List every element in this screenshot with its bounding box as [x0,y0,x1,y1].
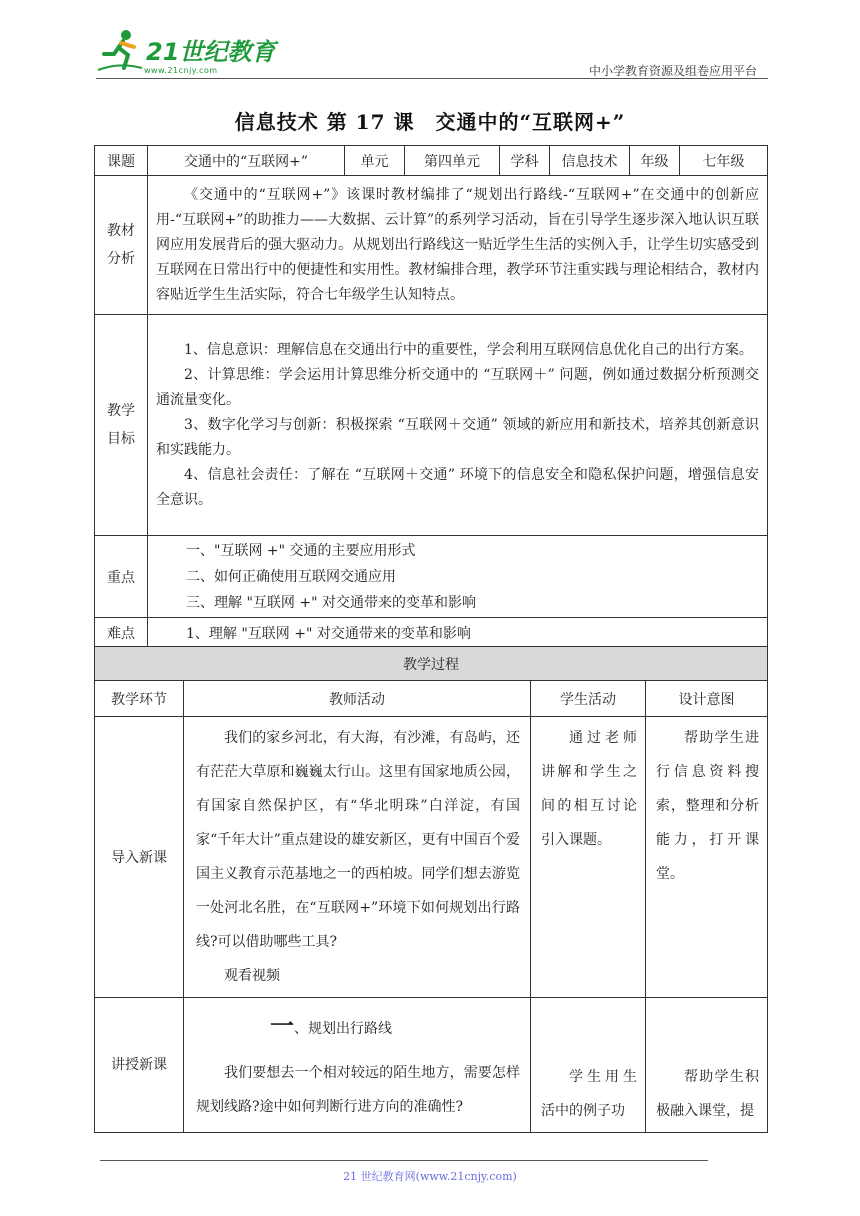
topic-value: 交通中的“互联网+” [148,146,345,176]
analysis-row [95,176,768,315]
section-heading-text: 、规划出行路线 [294,1021,392,1037]
stage-label: 导入新课 [95,717,184,998]
subject-value: 信息技术 [550,146,630,176]
objectives-label: 教学 目标 [95,315,148,536]
grade-label: 年级 [630,146,680,176]
difficulty-text: 1、理解 "互联网 +" 对交通带来的变革和影响 [148,618,768,648]
student-activity [531,717,646,998]
teacher-activity-extra: 观看视频 [224,968,280,984]
teacher-activity-text: 我们要想去一个相对较远的陌生地方，需要怎样规划线路?途中如何判断行进方向的准确性? [196,1065,520,1115]
design-intent [646,717,768,998]
platform-name: 中小学教育资源及组卷应用平台 [588,64,757,78]
key-points-list [148,536,768,618]
lesson-info-table [94,145,768,648]
teaching-process-table [94,646,768,1133]
unit-value: 第四单元 [405,146,500,176]
logo-url: www.21cnjy.com [144,66,218,75]
objective-item: 4、信息社会责任：了解在 “互联网＋交通” 环境下的信息安全和隐私保护问题，增强信息安全意识。 [156,466,759,508]
page-title: 信息技术 第 17 课 交通中的“互联网+” [234,110,626,134]
grade-value: 七年级 [680,146,768,176]
design-intent [646,998,768,1133]
student-activity-text: 学生用生活中的例子功 [541,1069,637,1119]
teacher-activity [184,717,531,998]
logo [96,28,276,78]
runner-logo-icon [96,28,144,74]
process-row-new-lesson [95,998,768,1133]
analysis-text: 《交通中的“互联网+”》该课时教材编排了“规划出行路线-“互联网+”在交通中的创新应用-“互联网+”的助推力——大数据、云计算”的系列学习活动，旨在引导学生逐步深入地认识互联网应用发展背后的强大驱动力。从规划出行路线这一贴近学生生活的实例入手，让学生切实感受到互联网在日常出行中的便捷性和实用性。教材编排合理，教学环节注重实践与理论相结合，教材内容贴近学生生活实际，符合七年级学生认知特点。 [148,176,768,315]
column-header: 教学环节 [95,681,184,717]
info-row [95,146,768,176]
header-divider [96,78,768,79]
teacher-activity [184,998,531,1133]
key-points-label: 重点 [95,536,148,618]
topic-label: 课题 [95,146,148,176]
footer-link[interactable]: 21 世纪教育网(www.21cnjy.com) [343,1170,517,1183]
objectives-list [148,315,768,536]
process-title-row [95,647,768,681]
footer-divider [100,1160,708,1161]
column-header: 教师活动 [184,681,531,717]
design-intent-text: 帮助学生积极融入课堂，提 [656,1069,759,1119]
objective-item: 2、计算思维：学会运用计算思维分析交通中的 “互联网＋” 问题，例如通过数据分析预测交通流量变化。 [156,366,759,408]
section-heading-number: 一 [270,1011,294,1040]
logo-text: 21世纪教育 [146,38,276,66]
stage-label: 讲授新课 [95,998,184,1133]
student-activity-text: 通过老师讲解和学生之间的相互讨论引入课题。 [541,730,637,848]
analysis-label: 教材 分析 [95,176,148,315]
objectives-row [95,315,768,536]
column-header: 设计意图 [646,681,768,717]
process-header-row [95,681,768,717]
key-point-item: 三、理解 "互联网 +" 对交通带来的变革和影响 [186,594,476,611]
subject-label: 学科 [500,146,550,176]
page-header [0,0,860,90]
objective-item: 1、信息意识：理解信息在交通出行中的重要性，学会利用互联网信息优化自己的出行方案。 [184,341,753,358]
key-points-row [95,536,768,618]
objective-item: 3、数字化学习与创新：积极探索 “互联网＋交通” 领域的新应用和新技术，培养其创新意识和实践能力。 [156,416,759,458]
student-activity [531,998,646,1133]
key-point-item: 二、如何正确使用互联网交通应用 [186,568,396,585]
unit-label: 单元 [345,146,405,176]
design-intent-text: 帮助学生进行信息资料搜索，整理和分析能力，打开课堂。 [656,730,759,882]
difficulty-label: 难点 [95,618,148,648]
section-heading [196,1011,520,1056]
difficulty-row [95,618,768,648]
process-title: 教学过程 [95,647,768,681]
teacher-activity-text: 我们的家乡河北，有大海，有沙滩，有岛屿，还有茫茫大草原和巍巍太行山。这里有国家地质公园，有国家自然保护区，有“华北明珠”白洋淀，有国家“千年大计”重点建设的雄安新区，更有中国百个爱国主义教育示范基地之一的西柏坡。同学们想去游览一处河北名胜，在“互联网+”环境下如何规划出行路线?可以借助哪些工具? [196,730,520,950]
column-header: 学生活动 [531,681,646,717]
key-point-item: 一、"互联网 +" 交通的主要应用形式 [186,542,416,559]
process-row-intro [95,717,768,998]
